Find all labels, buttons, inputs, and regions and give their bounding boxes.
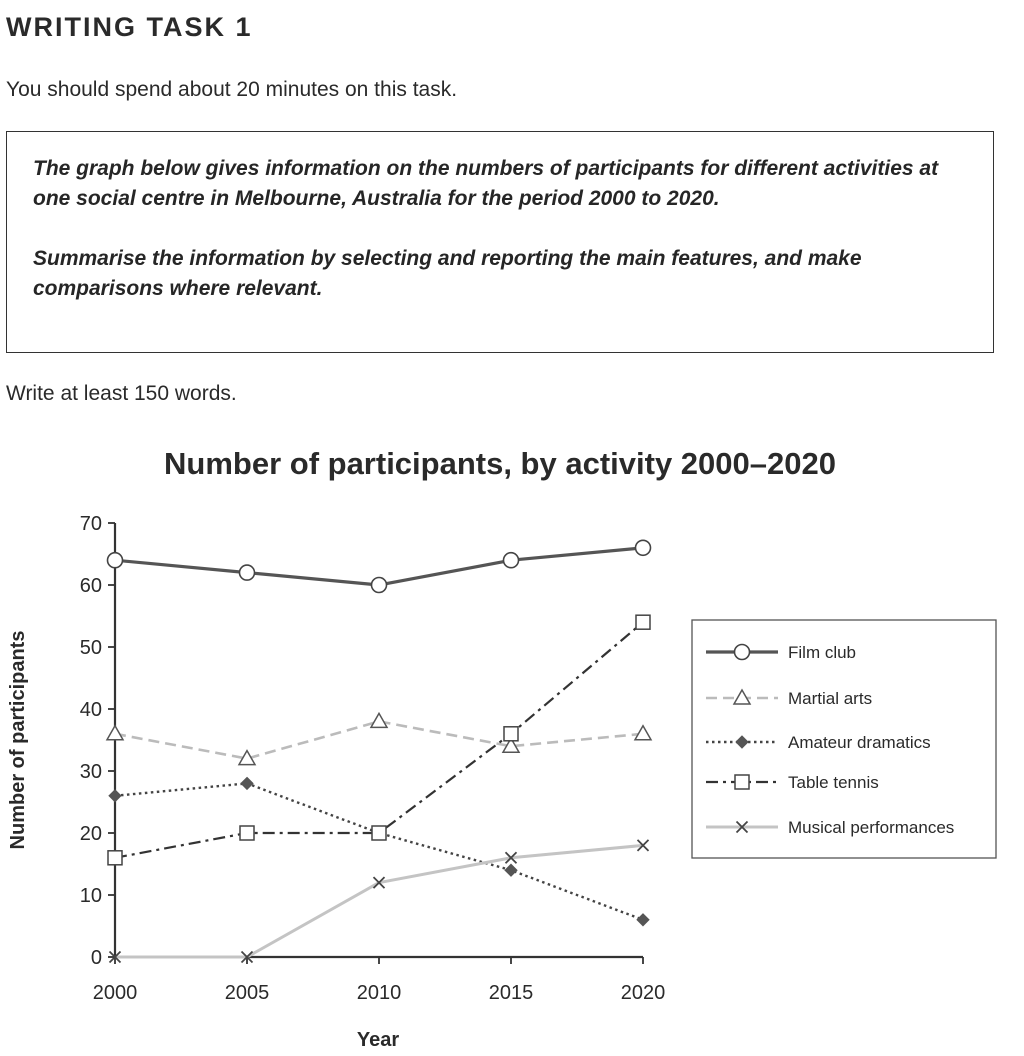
word-count-instruction: Write at least 150 words.: [6, 382, 237, 405]
y-tick-label: 20: [79, 823, 102, 845]
data-point: [505, 864, 517, 876]
chart-title: Number of participants, by activity 2000–2020: [164, 446, 836, 481]
data-point: [240, 565, 255, 580]
y-tick-label: 70: [79, 513, 102, 535]
task-prompt-box: [6, 131, 994, 353]
data-point: [504, 553, 519, 568]
data-point: [372, 826, 386, 840]
y-tick-label: 0: [90, 947, 102, 969]
legend-marker: [735, 775, 749, 789]
x-tick-label: 2005: [224, 982, 270, 1004]
series-line: [115, 622, 643, 858]
y-tick-label: 60: [79, 575, 102, 597]
data-point: [108, 553, 123, 568]
y-tick-label: 50: [79, 637, 102, 659]
data-point: [372, 578, 387, 593]
x-axis-label: Year: [356, 1029, 400, 1051]
task-instruction: You should spend about 20 minutes on this task.: [6, 78, 458, 101]
chart-series: [107, 540, 651, 962]
legend-marker: [735, 645, 750, 660]
participants-line-chart: [0, 430, 1024, 1056]
data-point: [109, 790, 121, 802]
x-tick-label: 2010: [356, 982, 402, 1004]
series-line: [115, 845, 643, 957]
legend-label: Martial arts: [788, 689, 873, 708]
data-point: [371, 713, 387, 727]
data-point: [241, 777, 253, 789]
y-tick-label: 10: [79, 885, 102, 907]
data-point: [636, 540, 651, 555]
legend-label: Amateur dramatics: [788, 733, 931, 752]
legend-label: Table tennis: [788, 773, 879, 792]
x-tick-label: 2015: [488, 982, 534, 1004]
y-tick-label: 40: [79, 699, 102, 721]
data-point: [107, 726, 123, 740]
task-prompt-paragraph: Summarise the information by selecting and reporting the main features, and make comparisons where relevant.: [33, 247, 862, 300]
task-heading: WRITING TASK 1: [6, 12, 253, 42]
legend-label: Film club: [788, 643, 857, 662]
y-axis-label: Number of participants: [7, 630, 29, 850]
data-point: [637, 914, 649, 926]
y-tick-label: 30: [79, 761, 102, 783]
x-tick-label: 2020: [620, 982, 666, 1004]
data-point: [108, 851, 122, 865]
legend-label: Musical performances: [788, 818, 955, 837]
x-tick-label: 2000: [92, 982, 138, 1004]
data-point: [240, 826, 254, 840]
task-prompt-paragraph: The graph below gives information on the numbers of participants for different activities at one social centre in Melbourne, Australia for the period 2000 to 2020.: [33, 157, 939, 210]
data-point: [636, 615, 650, 629]
data-point: [504, 727, 518, 741]
data-point: [635, 726, 651, 740]
